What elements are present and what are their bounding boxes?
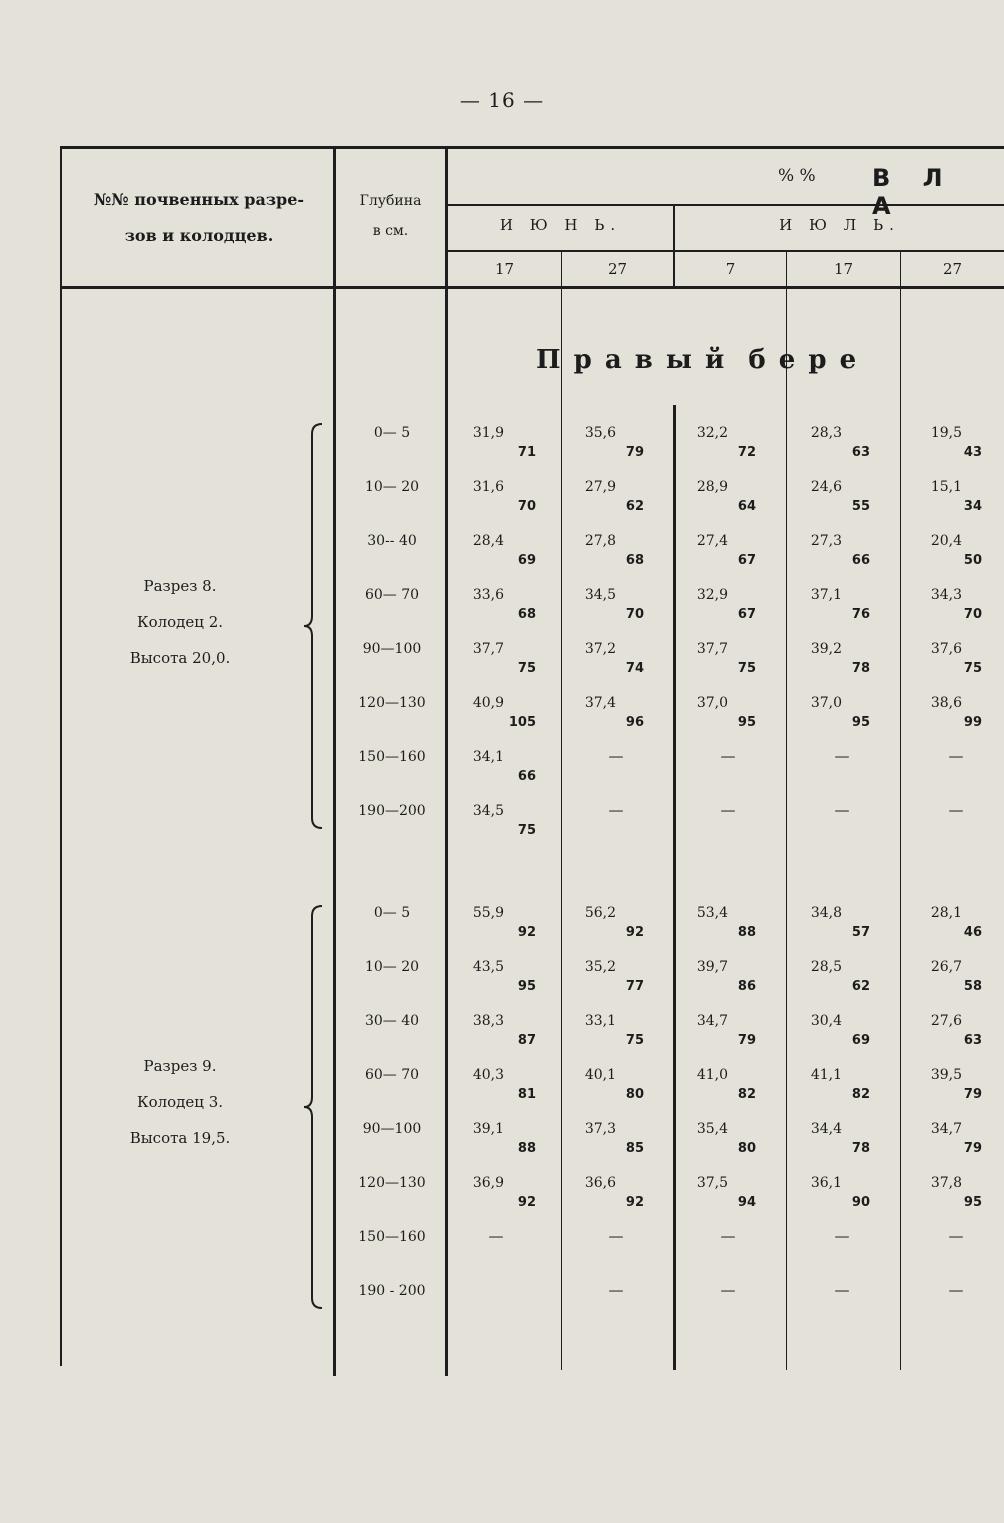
moisture-value: 43,5 — [472, 959, 504, 975]
day-divider-1 — [561, 250, 562, 1370]
empty-value-dash: — — [834, 801, 850, 819]
depth-cell: 120—130 — [358, 1175, 426, 1191]
moisture-value: 28,3 — [810, 425, 842, 441]
moisture-value: 27,8 — [584, 533, 616, 549]
sites-header-line-2: зов и колодцев. — [124, 226, 274, 245]
percent-value: 55 — [851, 499, 870, 514]
percent-value: 78 — [851, 661, 870, 676]
percent-value: 74 — [625, 661, 644, 676]
percent-value: 70 — [625, 607, 644, 622]
percent-value: 75 — [737, 661, 756, 676]
moisture-value: 28,5 — [810, 959, 842, 975]
percent-value: 79 — [963, 1087, 982, 1102]
depth-cell: 60— 70 — [364, 587, 420, 603]
percent-value: 92 — [517, 1195, 536, 1210]
moisture-value: 27,9 — [584, 479, 616, 495]
moisture-value: 38,3 — [472, 1013, 504, 1029]
percent-value: 86 — [737, 979, 756, 994]
moisture-value: 37,7 — [472, 641, 504, 657]
percent-value: 105 — [508, 715, 536, 730]
empty-value-dash: — — [720, 801, 736, 819]
month-june: И Ю Н Ь. — [499, 216, 622, 234]
moisture-value: 24,6 — [810, 479, 842, 495]
empty-value-dash: — — [720, 1281, 736, 1299]
site-label: Высота 20,0. — [129, 649, 231, 667]
moisture-value: 32,9 — [696, 587, 728, 603]
moisture-value: 32,2 — [696, 425, 728, 441]
moisture-value: 34,7 — [930, 1121, 962, 1137]
day-header: 17 — [494, 260, 515, 278]
moisture-value: 37,6 — [930, 641, 962, 657]
empty-value-dash: — — [608, 801, 624, 819]
percent-value: 95 — [851, 715, 870, 730]
percent-value: 99 — [963, 715, 982, 730]
day-header: 27 — [942, 260, 963, 278]
moisture-value: 26,7 — [930, 959, 962, 975]
table-top-border — [62, 146, 1004, 149]
days-top-line — [448, 250, 1004, 252]
empty-value-dash: — — [720, 747, 736, 765]
empty-value-dash: — — [948, 1227, 964, 1245]
moisture-value: 34,5 — [584, 587, 616, 603]
moisture-value: 35,6 — [584, 425, 616, 441]
june-july-body-divider — [673, 405, 676, 1370]
moisture-value: 34,5 — [472, 803, 504, 819]
moisture-value: 15,1 — [930, 479, 962, 495]
percent-value: 88 — [737, 925, 756, 940]
moisture-value: 31,9 — [472, 425, 504, 441]
day-header: 27 — [607, 260, 628, 278]
moisture-value: 27,4 — [696, 533, 728, 549]
moisture-value: 40,9 — [472, 695, 504, 711]
percent-value: 95 — [517, 979, 536, 994]
percent-header: % % — [778, 166, 816, 186]
percent-value: 75 — [625, 1033, 644, 1048]
moisture-value: 40,1 — [584, 1067, 616, 1083]
moisture-value: 37,4 — [584, 695, 616, 711]
moisture-value: 36,6 — [584, 1175, 616, 1191]
percent-value: 94 — [737, 1195, 756, 1210]
site-label: Колодец 2. — [136, 613, 224, 631]
depth-cell: 90—100 — [362, 641, 422, 657]
empty-value-dash: — — [720, 1227, 736, 1245]
depth-cell: 60— 70 — [364, 1067, 420, 1083]
percent-value: 79 — [625, 445, 644, 460]
block-9-bracket — [300, 902, 330, 1312]
percent-value: 82 — [851, 1087, 870, 1102]
percent-value: 68 — [625, 553, 644, 568]
depth-cell: 190 - 200 — [358, 1283, 426, 1299]
empty-value-dash: — — [948, 1281, 964, 1299]
moisture-value: 20,4 — [930, 533, 962, 549]
depth-cell: 30-- 40 — [367, 533, 417, 549]
table-left-border — [60, 146, 62, 1366]
sites-column-header — [66, 182, 332, 254]
day-header: 17 — [833, 260, 854, 278]
moisture-value: 41,1 — [810, 1067, 842, 1083]
day-divider-4 — [900, 250, 901, 1370]
percent-value: 72 — [737, 445, 756, 460]
moisture-value: 31,6 — [472, 479, 504, 495]
moisture-value: 34,7 — [696, 1013, 728, 1029]
percent-value: 67 — [737, 553, 756, 568]
percent-value: 66 — [851, 553, 870, 568]
moisture-value: 30,4 — [810, 1013, 842, 1029]
percent-value: 66 — [517, 769, 536, 784]
percent-value: 81 — [517, 1087, 536, 1102]
percent-value: 92 — [517, 925, 536, 940]
moisture-value: 37,0 — [810, 695, 842, 711]
percent-value: 58 — [963, 979, 982, 994]
empty-value-dash: — — [834, 747, 850, 765]
moisture-value: 55,9 — [472, 905, 504, 921]
percent-value: 75 — [963, 661, 982, 676]
empty-value-dash: — — [488, 1227, 504, 1245]
depth-header-line-2: в см. — [372, 223, 409, 239]
empty-value-dash: — — [834, 1281, 850, 1299]
depth-cell: 10— 20 — [364, 959, 420, 975]
block-9-labels — [80, 1048, 280, 1156]
moisture-value: 28,9 — [696, 479, 728, 495]
percent-value: 69 — [851, 1033, 870, 1048]
percent-value: 75 — [517, 661, 536, 676]
depth-cell: 10— 20 — [364, 479, 420, 495]
percent-value: 77 — [625, 979, 644, 994]
moisture-value: 34,1 — [472, 749, 504, 765]
percent-value: 82 — [737, 1087, 756, 1102]
percent-value: 92 — [625, 1195, 644, 1210]
moisture-value: 37,3 — [584, 1121, 616, 1137]
percent-value: 87 — [517, 1033, 536, 1048]
percent-value: 50 — [963, 553, 982, 568]
moisture-value: 28,4 — [472, 533, 504, 549]
percent-value: 63 — [963, 1033, 982, 1048]
percent-value: 70 — [963, 607, 982, 622]
moisture-value: 39,7 — [696, 959, 728, 975]
depth-cell: 150—160 — [358, 749, 426, 765]
moisture-value: 35,4 — [696, 1121, 728, 1137]
sites-header-line-1: №№ почвенных разре- — [93, 190, 305, 209]
depth-cell: 150—160 — [358, 1229, 426, 1245]
percent-value: 79 — [963, 1141, 982, 1156]
moisture-value: 40,3 — [472, 1067, 504, 1083]
moisture-value: 53,4 — [696, 905, 728, 921]
percent-value: 63 — [851, 445, 870, 460]
moisture-value: 37,8 — [930, 1175, 962, 1191]
percent-value: 64 — [737, 499, 756, 514]
percent-value: 92 — [625, 925, 644, 940]
percent-value: 90 — [851, 1195, 870, 1210]
percent-value: 75 — [517, 823, 536, 838]
percent-value: 95 — [737, 715, 756, 730]
site-label: Разрез 9. — [143, 1057, 217, 1075]
empty-value-dash: — — [608, 747, 624, 765]
site-label: Высота 19,5. — [129, 1129, 231, 1147]
percent-value: 80 — [625, 1087, 644, 1102]
percent-value: 46 — [963, 925, 982, 940]
moisture-value: 56,2 — [584, 905, 616, 921]
depth-header-line-1: Глубина — [359, 193, 422, 209]
moisture-value: 19,5 — [930, 425, 962, 441]
day-header: 7 — [725, 260, 736, 278]
percent-value: 95 — [963, 1195, 982, 1210]
empty-value-dash: — — [608, 1227, 624, 1245]
percent-value: 57 — [851, 925, 870, 940]
percent-value: 70 — [517, 499, 536, 514]
percent-value: 96 — [625, 715, 644, 730]
site-label: Разрез 8. — [143, 577, 217, 595]
site-label: Колодец 3. — [136, 1093, 224, 1111]
block-8-labels — [80, 568, 280, 676]
moisture-value: 28,1 — [930, 905, 962, 921]
moisture-value: 37,1 — [810, 587, 842, 603]
percent-value: 85 — [625, 1141, 644, 1156]
page-number: — 16 — — [459, 88, 545, 112]
percent-value: 79 — [737, 1033, 756, 1048]
percent-value: 62 — [851, 979, 870, 994]
title-fragment: В Л А — [872, 164, 955, 220]
day-divider-3 — [786, 250, 787, 1370]
moisture-value: 34,8 — [810, 905, 842, 921]
depth-cell: 120—130 — [358, 695, 426, 711]
depth-cell: 90—100 — [362, 1121, 422, 1137]
moisture-value: 39,1 — [472, 1121, 504, 1137]
moisture-value: 27,3 — [810, 533, 842, 549]
empty-value-dash: — — [608, 1281, 624, 1299]
moisture-value: 37,5 — [696, 1175, 728, 1191]
block-8-bracket — [300, 420, 330, 832]
sites-column-divider — [333, 146, 336, 1376]
percent-value: 78 — [851, 1141, 870, 1156]
depth-cell: 190—200 — [358, 803, 426, 819]
moisture-value: 39,5 — [930, 1067, 962, 1083]
percent-value: 43 — [963, 445, 982, 460]
percent-value: 68 — [517, 607, 536, 622]
moisture-value: 34,4 — [810, 1121, 842, 1137]
empty-value-dash: — — [948, 747, 964, 765]
moisture-value: 33,6 — [472, 587, 504, 603]
depth-cell: 30— 40 — [364, 1013, 420, 1029]
depth-cell: 0— 5 — [373, 425, 411, 441]
percent-value: 80 — [737, 1141, 756, 1156]
percent-value: 34 — [963, 499, 982, 514]
header-bottom-border — [62, 286, 1004, 289]
moisture-value: 37,7 — [696, 641, 728, 657]
moisture-value: 37,2 — [584, 641, 616, 657]
empty-value-dash: — — [948, 801, 964, 819]
moisture-value: 27,6 — [930, 1013, 962, 1029]
percent-value: 88 — [517, 1141, 536, 1156]
moisture-value: 36,1 — [810, 1175, 842, 1191]
moisture-value: 35,2 — [584, 959, 616, 975]
month-july: И Ю Л Ь. — [779, 216, 900, 234]
percent-value: 67 — [737, 607, 756, 622]
moisture-value: 41,0 — [696, 1067, 728, 1083]
section-title: П р а в ы й б е р е — [536, 345, 859, 375]
moisture-value: 33,1 — [584, 1013, 616, 1029]
percent-value: 76 — [851, 607, 870, 622]
moisture-value: 37,0 — [696, 695, 728, 711]
moisture-value: 38,6 — [930, 695, 962, 711]
moisture-value: 36,9 — [472, 1175, 504, 1191]
depth-column-header — [336, 186, 445, 246]
depth-cell: 0— 5 — [373, 905, 411, 921]
moisture-value: 39,2 — [810, 641, 842, 657]
percent-value: 69 — [517, 553, 536, 568]
moisture-value: 34,3 — [930, 587, 962, 603]
percent-value: 62 — [625, 499, 644, 514]
percent-value: 71 — [517, 445, 536, 460]
empty-value-dash: — — [834, 1227, 850, 1245]
